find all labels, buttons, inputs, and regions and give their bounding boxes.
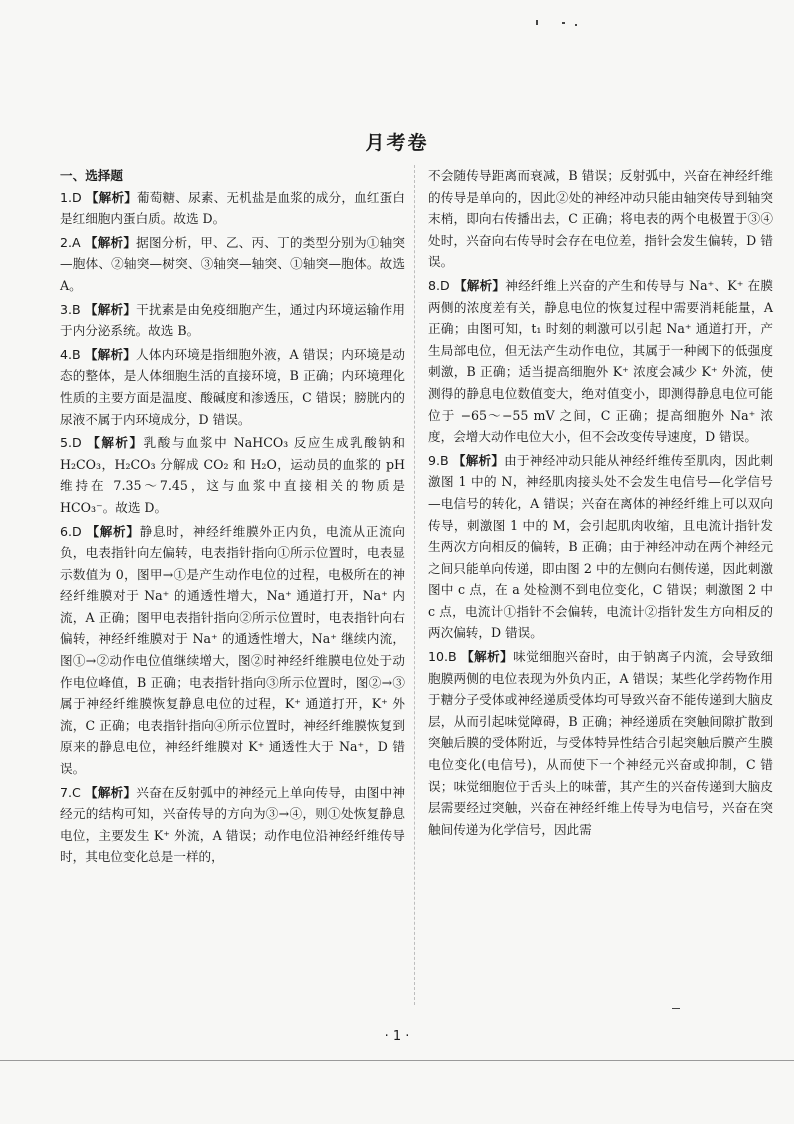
- answer-item-2: [60, 232, 405, 297]
- answer-item-10: [428, 646, 773, 840]
- answer-text: 乳酸与血浆中 NaHCO₃ 反应生成乳酸钠和 H₂CO₃，H₂CO₃ 分解成 CO₂ 和 H₂O，运动员的血浆的 pH 维持在 7.35～7.45，这与血浆中直接相关的物质是 HCO₃⁻。故选 D。: [60, 435, 405, 515]
- right-column: [428, 165, 773, 842]
- answer-number: 9.B: [428, 452, 449, 468]
- answer-number: 1.D: [60, 189, 82, 205]
- scan-edge-line: [0, 1060, 794, 1061]
- analysis-tag: 【解析】: [85, 784, 137, 800]
- answer-item-4: [60, 344, 405, 430]
- answer-text: 据图分析，甲、乙、丙、丁的类型分别为①轴突—胞体、②轴突—树突、③轴突—轴突、①轴突—胞体。故选 A。: [60, 234, 406, 293]
- answer-text: 神经纤维上兴奋的产生和传导与 Na⁺、K⁺ 在膜两侧的浓度差有关，静息电位的恢复过程中需要消耗能量，A 正确；由图可知，t₁ 时刻的刺激可以引起 Na⁺ 通道打开，产生局部电位，但无法产生动作电位，其属于一种阈下的低强度刺激，B 正确；适当提高细胞外 K⁺ 浓度会减少 K⁺ 外流，使测得的静息电位数值变大，绝对值变小，即测得静息电位可能位于 −65～−55 mV 之间，C 正确；提高细胞外 Na⁺ 浓度，会增大动作电位大小，但不会改变传导速度，D 错误。: [428, 277, 773, 445]
- answer-number: 7.C: [60, 784, 81, 800]
- scan-speck: [562, 22, 565, 24]
- answer-text: 人体内环境是指细胞外液，A 错误；内环境是动态的整体，是人体细胞生活的直接环境，B 正确；内环境理化性质的主要方面是温度、酸碱度和渗透压，C 错误；膀胱内的尿液不属于内环境成分，D 错误。: [60, 346, 405, 427]
- analysis-tag: 【解析】: [84, 234, 137, 250]
- analysis-tag: 【解析】: [453, 277, 506, 293]
- answer-text: 干扰素是由免疫细胞产生，通过内环境运输作用于内分泌系统。故选 B。: [60, 301, 406, 339]
- answer-number: 8.D: [428, 277, 450, 293]
- section-heading: 一、选择题: [60, 168, 123, 183]
- answer-text: 味觉细胞兴奋时，由于钠离子内流，会导致细胞膜两侧的电位表现为外负内正，A 错误；某些化学药物作用于糖分子受体或神经递质受体均可导致兴奋不能传递到大脑皮层，从而引起味觉障碍，B 正确；神经递质在突触间隙扩散到突触后膜的受体附近，与受体特异性结合引起突触后膜产生膜电位变化(电信号)，从而使下一个神经元兴奋或抑制，C 错误；味觉细胞位于舌头上的味蕾，其产生的兴奋传递到大脑皮层需要经过突触，兴奋在神经纤维上传导为电信号，兴奋在突触间传递为化学信号，因此需: [428, 649, 774, 837]
- analysis-tag: 【解析】: [87, 435, 144, 451]
- answer-text: 兴奋在反射弧中的神经元上单向传导，由图中神经元的结构可知，兴奋传导的方向为③→④，则①处恢复静息电位，主要发生 K⁺ 外流，A 错误；动作电位沿神经纤维传导时，其电位变化总是一样的，: [60, 784, 405, 865]
- answer-text: 葡萄糖、尿素、无机盐是血浆的成分，血红蛋白是红细胞内蛋白质。故选 D。: [60, 189, 406, 227]
- answer-item-9: [428, 450, 773, 644]
- analysis-tag: 【解析】: [85, 189, 137, 205]
- answer-text: 静息时，神经纤维膜外正内负，电流从正流向负，电表指针向左偏转，电表指针指向①所示位置时，电表显示数值为 0，图甲→①是产生动作电位的过程，电极所在的神经纤维膜对于 Na⁺ 的通透性增大，Na⁺ 通道打开，Na⁺ 内流，A 正确；图甲电表指针指向②所示位置时，电表指针向右偏转，神经纤维膜对于 Na⁺ 的通透性增大，Na⁺ 继续内流，图①→②动作电位值继续增大，图②时神经纤维膜电位处于动作电位峰值，B 正确；电表指针指向③所示位置时，图②→③属于神经纤维膜恢复静息电位的过程，K⁺ 通道打开，K⁺ 外流，C 正确；电表指针指向④所示位置时，神经纤维膜恢复到原来的静息电位，神经纤维膜对 K⁺ 通透性大于 Na⁺，D 错误。: [60, 523, 406, 777]
- answer-number: 3.B: [60, 301, 81, 317]
- analysis-tag: 【解析】: [84, 301, 137, 317]
- page-title: 月考卷: [365, 132, 429, 154]
- analysis-tag: 【解析】: [84, 346, 137, 362]
- analysis-tag: 【解析】: [452, 452, 505, 468]
- answer-item-3: [60, 299, 405, 342]
- answer-number: 2.A: [60, 234, 81, 250]
- answer-number: 5.D: [60, 435, 82, 451]
- answer-item-7: [60, 782, 405, 868]
- scan-speck: [536, 20, 538, 25]
- left-column: [60, 165, 405, 870]
- answer-item-5: [60, 432, 405, 518]
- scan-speck: [672, 1008, 680, 1009]
- page-number: · 1 ·: [384, 1029, 410, 1044]
- answer-number: 10.B: [428, 649, 457, 665]
- answer-number: 6.D: [60, 523, 82, 539]
- answer-item-8: [428, 275, 773, 448]
- answer-item-6: [60, 521, 405, 780]
- scan-speck: [575, 24, 577, 26]
- answer-text: 由于神经冲动只能从神经纤维传至肌肉，因此刺激图 1 中的 N，神经肌肉接头处不会发生电信号—化学信号—电信号的转化，A 错误；兴奋在离体的神经纤维上可以双向传导，刺激图 1 中的 M，会引起肌肉收缩，且电流计指针发生两次方向相反的偏转，B 正确；由于神经冲动在两个神经元之间只能单向传递，即由图 2 中的左侧向右侧传递，因此刺激图中 c 点，在 a 处检测不到电位变化，C 错误；刺激图 2 中 c 点，电流计①指针不会偏转，电流计②指针发生方向相反的两次偏转，D 错误。: [428, 452, 774, 641]
- answer-item-1: [60, 187, 405, 230]
- answer-number: 4.B: [60, 346, 81, 362]
- analysis-tag: 【解析】: [461, 649, 514, 665]
- analysis-tag: 【解析】: [86, 523, 140, 539]
- answer-7-continuation: 不会随传导距离而衰减，B 错误；反射弧中，兴奋在神经纤维的传导是单向的，因此②处的神经冲动只能由轴突传导到轴突末梢，即向右传播出去，C 正确；将电表的两个电极置于③④处时，兴奋向右传导时会存在电位差，指针会发生偏转，D 错误。: [428, 168, 773, 270]
- column-divider: [414, 165, 415, 1005]
